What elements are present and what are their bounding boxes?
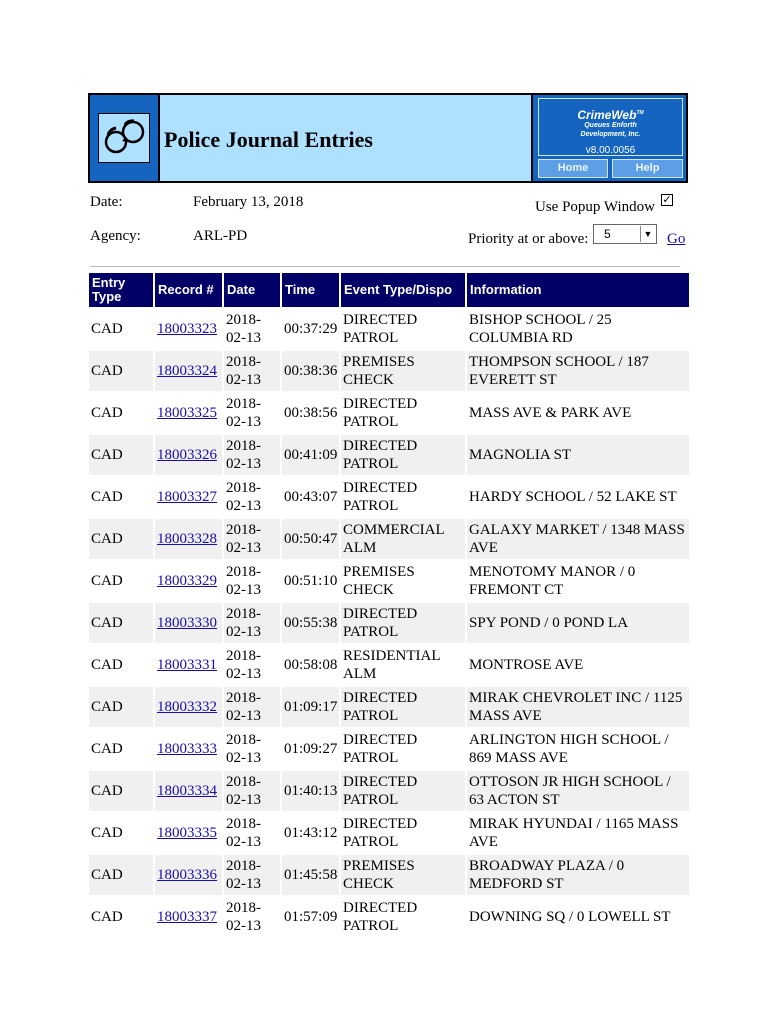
entry-type-cell: CAD (91, 489, 123, 505)
record-link[interactable]: 18003334 (157, 783, 217, 799)
table-row (89, 645, 689, 685)
popup-window-checkbox[interactable]: ✓ (662, 193, 672, 206)
info-cell: SPY POND / 0 POND LA (467, 603, 689, 643)
agency-label: Agency: (90, 228, 141, 244)
time-cell: 01:45:58 (282, 855, 339, 895)
info-cell: GALAXY MARKET / 1348 MASS AVE (467, 519, 689, 559)
entry-type-cell: CAD (89, 687, 153, 727)
table-row (89, 813, 689, 853)
crimeweb-badge (538, 98, 683, 156)
event-cell: DIRECTED PATROL (343, 900, 418, 934)
record-link[interactable]: 18003325 (157, 405, 217, 421)
date-cell: 2018-02-13 (226, 480, 261, 514)
table-row (89, 561, 689, 601)
record-cell (155, 897, 222, 937)
record-cell (155, 855, 222, 895)
time-cell: 01:09:27 (284, 741, 338, 757)
event-cell: DIRECTED PATROL (343, 312, 418, 346)
page-title: Police Journal Entries (164, 127, 373, 152)
date-cell: 2018-02-13 (226, 312, 261, 346)
record-link[interactable]: 18003336 (157, 867, 217, 883)
record-cell (155, 645, 222, 685)
table-header-row (89, 273, 689, 307)
record-link[interactable]: 18003332 (157, 699, 217, 715)
record-cell (155, 687, 222, 727)
info-cell: MENOTOMY MANOR / 0 FREMONT CT (469, 564, 636, 598)
entry-type-cell: CAD (91, 573, 123, 589)
record-link[interactable]: 18003330 (157, 615, 217, 631)
info-cell: MIRAK HYUNDAI / 1165 MASS AVE (469, 816, 679, 850)
entry-type-cell: CAD (91, 321, 123, 337)
record-cell (155, 477, 222, 517)
record-cell (155, 519, 222, 559)
col-record-number[interactable]: Record # (155, 273, 222, 307)
col-event-type[interactable]: Event Type/Dispo (341, 273, 465, 307)
date-cell: 2018-02-13 (224, 771, 280, 811)
record-cell (155, 309, 222, 349)
chevron-down-icon[interactable]: ▼ (640, 226, 655, 242)
col-time[interactable]: Time (282, 273, 339, 307)
agency-value: ARL-PD (193, 228, 248, 244)
record-cell (155, 813, 222, 853)
entry-type-cell: CAD (89, 855, 153, 895)
table-row (89, 519, 689, 559)
table-row (89, 771, 689, 811)
table-row (89, 435, 689, 475)
record-link[interactable]: 18003337 (157, 909, 217, 925)
popup-window-label: Use Popup Window (535, 199, 655, 215)
date-cell: 2018-02-13 (224, 351, 280, 391)
time-cell: 00:38:56 (284, 405, 338, 421)
record-link[interactable]: 18003329 (157, 573, 217, 589)
divider (90, 266, 680, 267)
col-information[interactable]: Information (467, 273, 689, 307)
event-cell: DIRECTED PATROL (343, 396, 418, 430)
entry-type-cell: CAD (91, 405, 123, 421)
info-cell: THOMPSON SCHOOL / 187 EVERETT ST (467, 351, 689, 391)
date-cell: 2018-02-13 (226, 564, 261, 598)
event-cell: PREMISES CHECK (341, 855, 465, 895)
record-cell (155, 729, 222, 769)
time-cell: 00:55:38 (282, 603, 339, 643)
event-cell: PREMISES CHECK (343, 564, 415, 598)
event-cell: COMMERCIAL ALM (341, 519, 465, 559)
company-line-1: Queues Enforth (584, 122, 637, 129)
info-cell: BISHOP SCHOOL / 25 COLUMBIA RD (469, 312, 612, 346)
entry-type-cell: CAD (91, 909, 123, 925)
record-cell (155, 435, 222, 475)
entry-type-cell: CAD (89, 771, 153, 811)
version-label: v8.00.0056 (585, 145, 636, 156)
info-cell: OTTOSON JR HIGH SCHOOL / 63 ACTON ST (467, 771, 689, 811)
date-cell: 2018-02-13 (226, 900, 261, 934)
go-link[interactable]: Go (667, 231, 686, 247)
date-cell: 2018-02-13 (226, 816, 261, 850)
table-row (89, 351, 689, 391)
table-row (89, 477, 689, 517)
table-row (89, 729, 689, 769)
info-cell: MONTROSE AVE (469, 657, 584, 673)
crimeweb-panel (531, 95, 686, 181)
entry-type-cell: CAD (91, 825, 123, 841)
handcuffs-icon (98, 113, 150, 163)
time-cell: 00:58:08 (284, 657, 338, 673)
record-link[interactable]: 18003323 (157, 321, 217, 337)
table-row (89, 897, 689, 937)
event-cell: DIRECTED PATROL (343, 816, 418, 850)
table-row (89, 603, 689, 643)
record-link[interactable]: 18003333 (157, 741, 217, 757)
journal-table (87, 271, 691, 939)
date-cell: 2018-02-13 (224, 519, 280, 559)
table-row (89, 309, 689, 349)
table-row (89, 687, 689, 727)
record-link[interactable]: 18003324 (157, 363, 217, 379)
info-cell: MASS AVE & PARK AVE (469, 405, 632, 421)
record-link[interactable]: 18003331 (157, 657, 217, 673)
time-cell: 00:43:07 (284, 489, 338, 505)
event-cell: PREMISES CHECK (341, 351, 465, 391)
col-date[interactable]: Date (224, 273, 280, 307)
handcuffs-logo (90, 95, 160, 181)
priority-label: Priority at or above: (468, 231, 589, 247)
event-cell: DIRECTED PATROL (341, 603, 465, 643)
time-cell: 00:37:29 (284, 321, 338, 337)
record-link[interactable]: 18003335 (157, 825, 217, 841)
date-label: Date: (90, 194, 123, 210)
date-value: February 13, 2018 (193, 194, 304, 210)
info-cell: BROADWAY PLAZA / 0 MEDFORD ST (467, 855, 689, 895)
time-cell: 00:51:10 (284, 573, 338, 589)
entry-type-cell: CAD (89, 603, 153, 643)
time-cell: 01:09:17 (282, 687, 339, 727)
date-cell: 2018-02-13 (224, 603, 280, 643)
record-cell (155, 603, 222, 643)
date-cell: 2018-02-13 (226, 648, 261, 682)
crimeweb-brand: CrimeWeb™ (577, 108, 644, 122)
record-cell (155, 393, 222, 433)
info-cell: HARDY SCHOOL / 52 LAKE ST (469, 489, 677, 505)
record-cell (155, 771, 222, 811)
record-link[interactable]: 18003327 (157, 489, 217, 505)
time-cell: 01:43:12 (284, 825, 338, 841)
info-cell: ARLINGTON HIGH SCHOOL / 869 MASS AVE (469, 732, 669, 766)
help-button[interactable]: Help (612, 159, 683, 178)
entry-type-cell: CAD (89, 351, 153, 391)
company-line-2: Development, Inc. (580, 131, 641, 138)
time-cell: 00:38:36 (282, 351, 339, 391)
entry-type-cell: CAD (89, 519, 153, 559)
event-cell: DIRECTED PATROL (343, 480, 418, 514)
record-cell (155, 561, 222, 601)
entry-type-cell: CAD (91, 657, 123, 673)
date-cell: 2018-02-13 (224, 687, 280, 727)
date-cell: 2018-02-13 (226, 396, 261, 430)
date-cell: 2018-02-13 (224, 855, 280, 895)
record-link[interactable]: 18003328 (157, 531, 217, 547)
info-cell: DOWNING SQ / 0 LOWELL ST (469, 909, 671, 925)
info-cell: MAGNOLIA ST (467, 435, 689, 475)
record-cell (155, 351, 222, 391)
date-cell: 2018-02-13 (226, 732, 261, 766)
info-cell: MIRAK CHEVROLET INC / 1125 MASS AVE (467, 687, 689, 727)
event-cell: DIRECTED PATROL (341, 435, 465, 475)
page-header-banner (88, 93, 688, 183)
priority-value: 5 (604, 227, 611, 241)
event-cell: DIRECTED PATROL (343, 732, 418, 766)
date-cell: 2018-02-13 (224, 435, 280, 475)
table-row (89, 855, 689, 895)
time-cell: 01:57:09 (284, 909, 338, 925)
time-cell: 00:41:09 (282, 435, 339, 475)
table-row (89, 393, 689, 433)
time-cell: 00:50:47 (282, 519, 339, 559)
home-button[interactable]: Home (538, 159, 608, 178)
col-entry-type[interactable]: Entry Type (89, 273, 153, 307)
event-cell: DIRECTED PATROL (341, 687, 465, 727)
entry-type-cell: CAD (91, 741, 123, 757)
record-link[interactable]: 18003326 (157, 447, 217, 463)
priority-select[interactable] (593, 224, 657, 244)
time-cell: 01:40:13 (282, 771, 339, 811)
entry-type-cell: CAD (89, 435, 153, 475)
event-cell: RESIDENTIAL ALM (343, 648, 440, 682)
event-cell: DIRECTED PATROL (341, 771, 465, 811)
